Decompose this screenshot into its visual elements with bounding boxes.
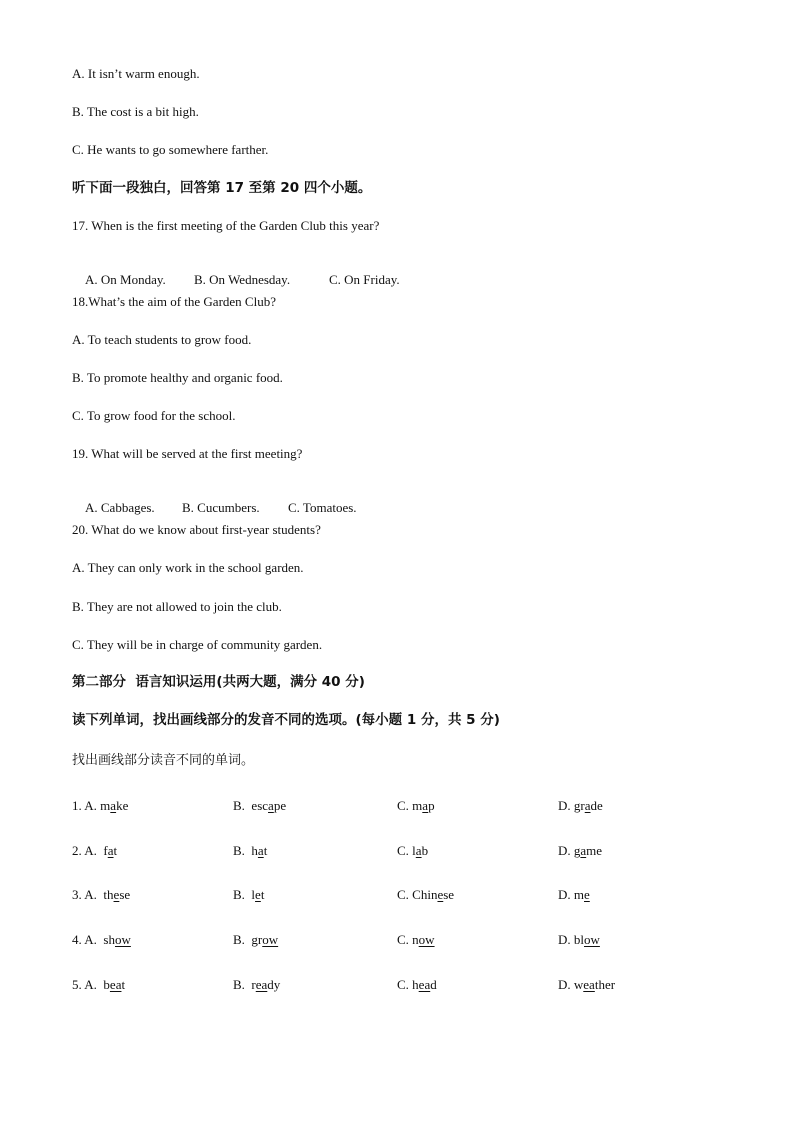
pron-q5-option-d	[558, 977, 615, 993]
pron-q1-option-a	[72, 798, 128, 814]
pronunciation-instruction: 找出画线部分读音不同的单词。	[72, 753, 255, 768]
word-part: B. l	[233, 887, 256, 902]
word-part: 2. A. f	[72, 843, 108, 858]
underlined-letters: ea	[583, 977, 595, 992]
word-part: ke	[116, 798, 129, 813]
pron-q3-option-c	[397, 887, 454, 903]
word-part: t	[260, 887, 265, 902]
word-part: pe	[273, 798, 287, 813]
word-part: 3. A. th	[72, 887, 114, 902]
word-part: 5. A. b	[72, 977, 110, 992]
prev-option-a: A. It isn’t warm enough.	[72, 66, 200, 81]
pronunciation-question-3	[72, 887, 732, 903]
underlined-letters: ea	[109, 977, 122, 992]
pron-q3-option-d	[558, 887, 590, 903]
part2-title: 第二部分 语言知识运用(共两大题，满分 40 分)	[72, 674, 365, 690]
q18-option-b: B. To promote healthy and organic food.	[72, 370, 283, 385]
pron-q4-option-a	[72, 932, 131, 948]
pron-q4-option-d	[558, 932, 600, 948]
pron-q3-option-b	[233, 887, 264, 903]
underlined-letters: a	[257, 843, 264, 858]
word-part: B. r	[233, 977, 256, 992]
word-part: ther	[594, 977, 616, 992]
word-part: B. gr	[233, 932, 263, 947]
question-20: 20. What do we know about first-year students?	[72, 522, 321, 537]
underlined-letters: ow	[418, 932, 435, 947]
pron-q4-option-c	[397, 932, 435, 948]
q19-option-c: C. Tomatoes.	[288, 500, 357, 515]
q19-option-b: B. Cucumbers.	[182, 500, 260, 515]
pronunciation-question-4	[72, 932, 732, 948]
question-17: 17. When is the first meeting of the Garden Club this year?	[72, 218, 380, 233]
q17-option-a: A. On Monday.	[85, 272, 166, 287]
pron-q5-option-a	[72, 977, 125, 993]
pronunciation-question-1	[72, 798, 732, 814]
prev-option-c: C. He wants to go somewhere farther.	[72, 142, 269, 157]
word-part: t	[121, 977, 126, 992]
prev-option-b: B. The cost is a bit high.	[72, 104, 199, 119]
word-part: D. w	[558, 977, 584, 992]
word-part: se	[119, 887, 131, 902]
word-part: D. gr	[558, 798, 585, 813]
underlined-letters: a	[584, 798, 591, 813]
pron-q1-option-b	[233, 798, 286, 814]
pron-q5-option-b	[233, 977, 280, 993]
q18-option-a: A. To teach students to grow food.	[72, 332, 252, 347]
q19-option-a: A. Cabbages.	[85, 500, 155, 515]
underlined-letters: e	[113, 887, 120, 902]
pron-q2-option-d	[558, 843, 602, 859]
underlined-letters: e	[584, 887, 590, 902]
pron-q4-option-b	[233, 932, 278, 948]
word-part: D. g	[558, 843, 581, 858]
underlined-letters: a	[110, 798, 117, 813]
pron-q2-option-a	[72, 843, 117, 859]
underlined-letters: a	[107, 843, 114, 858]
word-part: C. Chin	[397, 887, 438, 902]
q17-option-c: C. On Friday.	[329, 272, 400, 287]
word-part: D. bl	[558, 932, 584, 947]
word-part: t	[263, 843, 268, 858]
word-part: D. m	[558, 887, 584, 902]
pronunciation-section-title: 读下列单词，找出画线部分的发音不同的选项。(每小题 1 分，共 5 分)	[72, 712, 500, 728]
underlined-letters: e	[255, 887, 261, 902]
underlined-letters: e	[437, 887, 444, 902]
word-part: 1. A. m	[72, 798, 111, 813]
pronunciation-question-2	[72, 843, 732, 859]
underlined-letters: ea	[418, 977, 431, 992]
question-19: 19. What will be served at the first meeting?	[72, 446, 303, 461]
pron-q1-option-c	[397, 798, 435, 814]
pron-q2-option-c	[397, 843, 428, 859]
word-part: C. h	[397, 977, 419, 992]
word-part: B. esc	[233, 798, 269, 813]
word-part: 4. A. sh	[72, 932, 115, 947]
underlined-letters: ow	[262, 932, 279, 947]
word-part: se	[443, 887, 455, 902]
q20-option-a: A. They can only work in the school garden.	[72, 560, 304, 575]
word-part: t	[113, 843, 118, 858]
word-part: b	[421, 843, 429, 858]
q20-option-b: B. They are not allowed to join the club.	[72, 599, 282, 614]
underlined-letters: a	[268, 798, 274, 813]
pronunciation-question-5	[72, 977, 732, 993]
word-part: dy	[267, 977, 281, 992]
pron-q2-option-b	[233, 843, 267, 859]
underlined-letters: a	[415, 843, 422, 858]
pron-q1-option-d	[558, 798, 603, 814]
section-header-17-20: 听下面一段独白，回答第 17 至第 20 四个小题。	[72, 180, 372, 196]
word-part: B. h	[233, 843, 258, 858]
underlined-letters: a	[580, 843, 587, 858]
word-part: d	[430, 977, 437, 992]
underlined-letters: ow	[114, 932, 131, 947]
word-part: C. l	[397, 843, 416, 858]
question-18: 18.What’s the aim of the Garden Club?	[72, 294, 276, 309]
q17-option-b: B. On Wednesday.	[194, 272, 291, 287]
underlined-letters: ow	[584, 932, 600, 947]
underlined-letters: a	[422, 798, 429, 813]
word-part: me	[586, 843, 603, 858]
underlined-letters: ea	[255, 977, 268, 992]
q20-option-c: C. They will be in charge of community garden.	[72, 637, 323, 652]
pron-q5-option-c	[397, 977, 437, 993]
word-part: C. n	[397, 932, 419, 947]
word-part: de	[590, 798, 603, 813]
word-part: p	[428, 798, 435, 813]
word-part: C. m	[397, 798, 423, 813]
pron-q3-option-a	[72, 887, 130, 903]
q18-option-c: C. To grow food for the school.	[72, 408, 236, 423]
